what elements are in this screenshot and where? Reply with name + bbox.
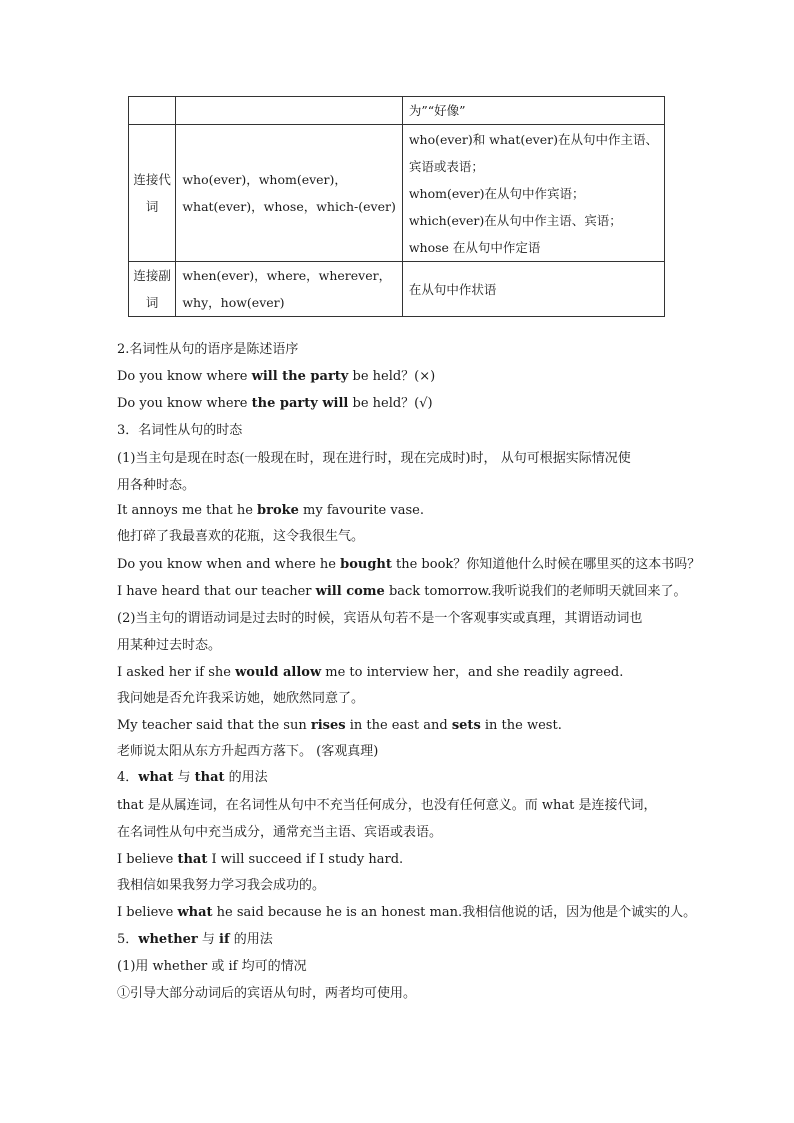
text-line: (1)当主句是现在时态(一般现在时，现在进行时，现在完成时)时， 从句可根据实际情况使 — [117, 451, 631, 466]
text-span: be held？(×) — [348, 369, 436, 384]
text-line — [117, 904, 696, 922]
text-line: 在名词性从句中充当成分，通常充当主语、宾语或表语。 — [117, 825, 443, 840]
table-cell — [402, 125, 664, 262]
text-line — [117, 583, 687, 601]
bold-span: whether — [138, 932, 198, 947]
text-span: the book？你知道他什么时候在哪里买的这本书吗？ — [391, 557, 701, 572]
text-line: that 是从属连词，在名词性从句中不充当任何成分，也没有任何意义。而 what 是连接代词， — [117, 798, 657, 813]
cell-line: who(ever)，whom(ever)， — [182, 172, 347, 187]
table-row — [129, 262, 665, 317]
bold-span: rises — [310, 718, 346, 733]
cell-line: 宾语或表语； — [408, 158, 484, 174]
cell-line: why，how(ever) — [182, 295, 285, 310]
text-span: in the east and — [345, 718, 452, 733]
text-line — [117, 556, 700, 574]
table-row — [129, 97, 665, 125]
text-line: 他打碎了我最喜欢的花瓶，这令我很生气。 — [117, 529, 365, 544]
table-cell-label: 连接副词 — [129, 262, 176, 317]
text-span: I asked her if she — [117, 665, 236, 680]
table-cell — [176, 125, 403, 262]
bold-span: will the party — [251, 369, 349, 384]
cell-line: who(ever)和 what(ever)在从句中作主语、 — [408, 131, 658, 147]
section-heading: 3．名词性从句的时态 — [117, 423, 243, 438]
text-line: (1)用 whether 或 if 均可的情况 — [117, 959, 307, 974]
text-span: 的用法 — [229, 932, 273, 947]
text-span: I believe — [117, 852, 178, 867]
text-line: 2.名词性从句的语序是陈述语序 — [117, 342, 299, 357]
bold-span: sets — [451, 718, 481, 733]
text-span: 与 — [173, 770, 195, 785]
text-line: 我问她是否允许我采访她，她欣然同意了。 — [117, 691, 365, 706]
text-span: be held？(√) — [348, 396, 433, 411]
text-line: ①引导大部分动词后的宾语从句时，两者均可使用。 — [117, 986, 417, 1001]
text-line: 用某种过去时态。 — [117, 638, 222, 653]
bold-span: what — [138, 770, 174, 785]
bold-span: what — [177, 905, 213, 920]
text-line: 我相信如果我努力学习我会成功的。 — [117, 878, 326, 893]
text-span: me to interview her，and she readily agreed. — [321, 665, 624, 680]
section-heading — [117, 769, 268, 787]
text-line — [117, 395, 433, 413]
table-cell — [176, 262, 403, 317]
cell-line: which(ever)在从句中作主语、宾语； — [408, 212, 622, 228]
bold-span: that — [194, 770, 225, 785]
text-line — [117, 664, 623, 682]
text-span: 与 — [197, 932, 220, 947]
table-cell-label: 连接代词 — [129, 125, 176, 262]
text-span: I believe — [117, 905, 178, 920]
text-span: he said because he is an honest man.我相信他说的话，因为他是个诚实的人。 — [212, 905, 697, 920]
text-span: I will succeed if I study hard. — [207, 852, 404, 867]
text-line: 老师说太阳从东方升起西方落下。 (客观真理) — [117, 744, 379, 759]
text-span: It annoys me that he — [117, 503, 258, 518]
text-span: 5． — [117, 932, 139, 947]
table-cell — [129, 97, 176, 125]
text-span: I have heard that our teacher — [117, 584, 316, 599]
text-line — [117, 851, 403, 869]
text-line — [117, 717, 562, 735]
text-span: My teacher said that the sun — [117, 718, 311, 733]
text-line: (2)当主句的谓语动词是过去时的时候，宾语从句若不是一个客观事实或真理，其谓语动词也 — [117, 611, 643, 626]
connective-table — [128, 96, 665, 317]
bold-span: that — [177, 852, 208, 867]
text-span: 4． — [117, 770, 139, 785]
text-span: back tomorrow.我听说我们的老师明天就回来了。 — [384, 584, 687, 599]
table-row — [129, 125, 665, 262]
text-span: Do you know where — [117, 369, 252, 384]
text-line: 用各种时态。 — [117, 478, 196, 493]
table-cell: 在从句中作状语 — [402, 262, 664, 317]
table-cell — [176, 97, 403, 125]
text-line — [117, 502, 424, 520]
text-span: in the west. — [480, 718, 562, 733]
cell-line: when(ever)，where，wherever， — [182, 268, 392, 283]
bold-span: bought — [340, 557, 392, 572]
text-span: Do you know when and where he — [117, 557, 341, 572]
cell-line: whom(ever)在从句中作宾语； — [408, 185, 585, 201]
text-line — [117, 368, 435, 386]
bold-span: would allow — [235, 665, 322, 680]
bold-span: the party will — [251, 396, 349, 411]
section-heading — [117, 931, 273, 949]
text-span: Do you know where — [117, 396, 252, 411]
text-span: my favourite vase. — [298, 503, 424, 518]
text-span: 的用法 — [224, 770, 268, 785]
bold-span: will come — [315, 584, 385, 599]
table-cell: 为”“好像” — [402, 97, 664, 125]
cell-line: whose 在从句中作定语 — [408, 239, 541, 255]
bold-span: if — [219, 932, 230, 947]
cell-line: what(ever)，whose，which-(ever) — [182, 199, 396, 214]
bold-span: broke — [257, 503, 299, 518]
